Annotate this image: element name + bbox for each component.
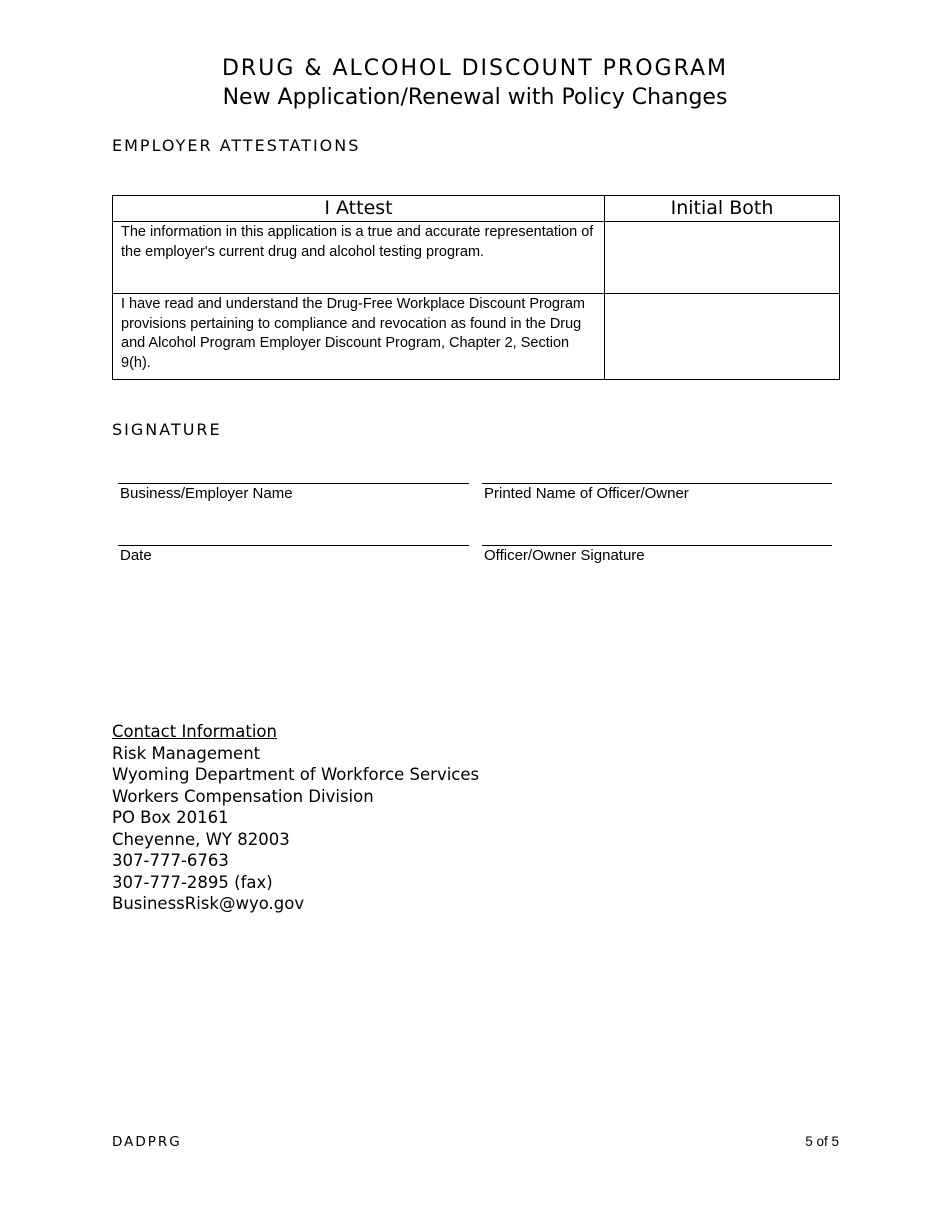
column-header-initial: Initial Both xyxy=(605,196,840,222)
attestation-table xyxy=(112,195,840,380)
contact-phone: 307-777-6763 xyxy=(112,851,229,870)
contact-line: Wyoming Department of Workforce Services xyxy=(112,765,480,784)
table-row xyxy=(113,222,840,294)
contact-line: PO Box 20161 xyxy=(112,808,229,827)
contact-fax: 307-777-2895 (fax) xyxy=(112,872,273,892)
initial-field[interactable] xyxy=(605,222,840,294)
signature-heading: SIGNATURE xyxy=(112,420,222,439)
printed-name-field[interactable] xyxy=(482,483,832,502)
printed-name-label: Printed Name of Officer/Owner xyxy=(484,485,689,502)
contact-line: Risk Management xyxy=(112,743,261,763)
contact-email[interactable]: BusinessRisk@wyo.gov xyxy=(112,894,305,913)
attestations-heading: EMPLOYER ATTESTATIONS xyxy=(112,136,361,155)
officer-signature-label: Officer/Owner Signature xyxy=(484,547,645,564)
date-label: Date xyxy=(120,547,152,564)
attestation-statement: I have read and understand the Drug-Free Workplace Discount Program provisions pertaining to compliance and revocation as found in the Drug and Alcohol Program Employer Discount Program, Chapter 2, Section 9(h). xyxy=(113,294,605,380)
contact-block xyxy=(112,721,479,915)
document-title: DRUG & ALCOHOL DISCOUNT PROGRAM xyxy=(221,56,729,81)
attestation-statement: The information in this application is a true and accurate representation of the employer's current drug and alcohol testing program. xyxy=(113,222,605,294)
date-field[interactable] xyxy=(118,545,469,564)
document-subtitle: New Application/Renewal with Policy Changes xyxy=(222,85,728,110)
business-name-label: Business/Employer Name xyxy=(120,485,293,502)
contact-line: Workers Compensation Division xyxy=(112,786,374,806)
initial-field[interactable] xyxy=(605,294,840,380)
page-number: 5 of 5 xyxy=(805,1134,839,1149)
officer-signature-field[interactable] xyxy=(482,545,832,564)
contact-line: Cheyenne, WY 82003 xyxy=(112,829,290,849)
table-row xyxy=(113,294,840,380)
column-header-attest: I Attest xyxy=(113,196,605,222)
contact-title: Contact Information xyxy=(112,722,277,741)
form-code: DADPRG xyxy=(112,1134,182,1150)
business-name-field[interactable] xyxy=(118,483,469,502)
